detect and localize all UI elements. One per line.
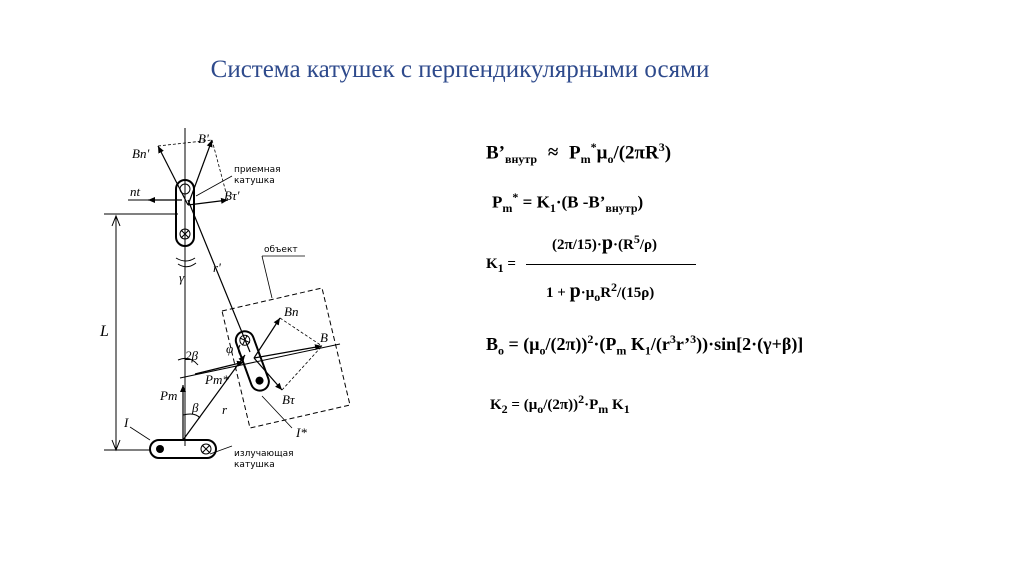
label-btau-prime: Bτ'	[224, 188, 240, 203]
label-receiving-coil-2: катушка	[234, 176, 275, 186]
label-b: B	[320, 330, 328, 345]
label-pm-star: Pm*	[205, 372, 229, 387]
label-b-prime: B'	[198, 131, 209, 146]
label-i-star: I*	[296, 425, 307, 440]
label-n: nt	[130, 184, 141, 199]
label-bn: Bn	[284, 304, 299, 319]
bn-prime-vector	[158, 146, 188, 205]
label-2beta: 2β	[185, 348, 198, 363]
label-emitting-coil-1: излучающая	[234, 449, 294, 459]
label-L: L	[100, 323, 109, 340]
label-phi: φ	[226, 341, 234, 356]
label-bn-prime: Bn'	[132, 146, 150, 161]
b-vector	[254, 346, 322, 358]
equation-b-inner: $B’_{внутр} \approx P_m^*\mu_o/(2\pi R^3)$	[486, 140, 672, 167]
label-emitting-coil-2: катушка	[234, 460, 275, 470]
label-gamma: γ	[179, 270, 185, 285]
equation-k2: $K_2 = (\mu_o/(2\pi))^2\cdot P_m$ $K_1$	[490, 392, 630, 416]
equation-pm-star: $P_m^* = K_1\cdot(B$ $-B’_{внутр}$)	[492, 190, 644, 216]
label-beta: β	[192, 400, 199, 415]
label-r-prime: r'	[213, 260, 221, 275]
fraction-bar	[526, 264, 696, 265]
label-object: объект	[264, 245, 298, 255]
r-prime-vector	[188, 200, 250, 352]
slide-title: Система катушек с перпендикулярными осями	[210, 56, 710, 83]
label-receiving-coil-1: приемная	[234, 165, 281, 175]
equation-b0: $B_o = (\mu_o/(2\pi))^2\cdot(P_m$ $K_1/(r^3r’^3))\cdot\sin[2\cdot(\gamma+\beta)]$	[486, 332, 804, 358]
label-r: r	[222, 402, 228, 417]
b-prime-vector	[188, 140, 212, 205]
label-i: I	[124, 415, 129, 430]
label-pm: Pm	[160, 388, 178, 403]
emitting-coil-dot	[156, 445, 164, 453]
bn-vector	[254, 318, 280, 358]
label-btau: Bτ	[282, 392, 295, 407]
